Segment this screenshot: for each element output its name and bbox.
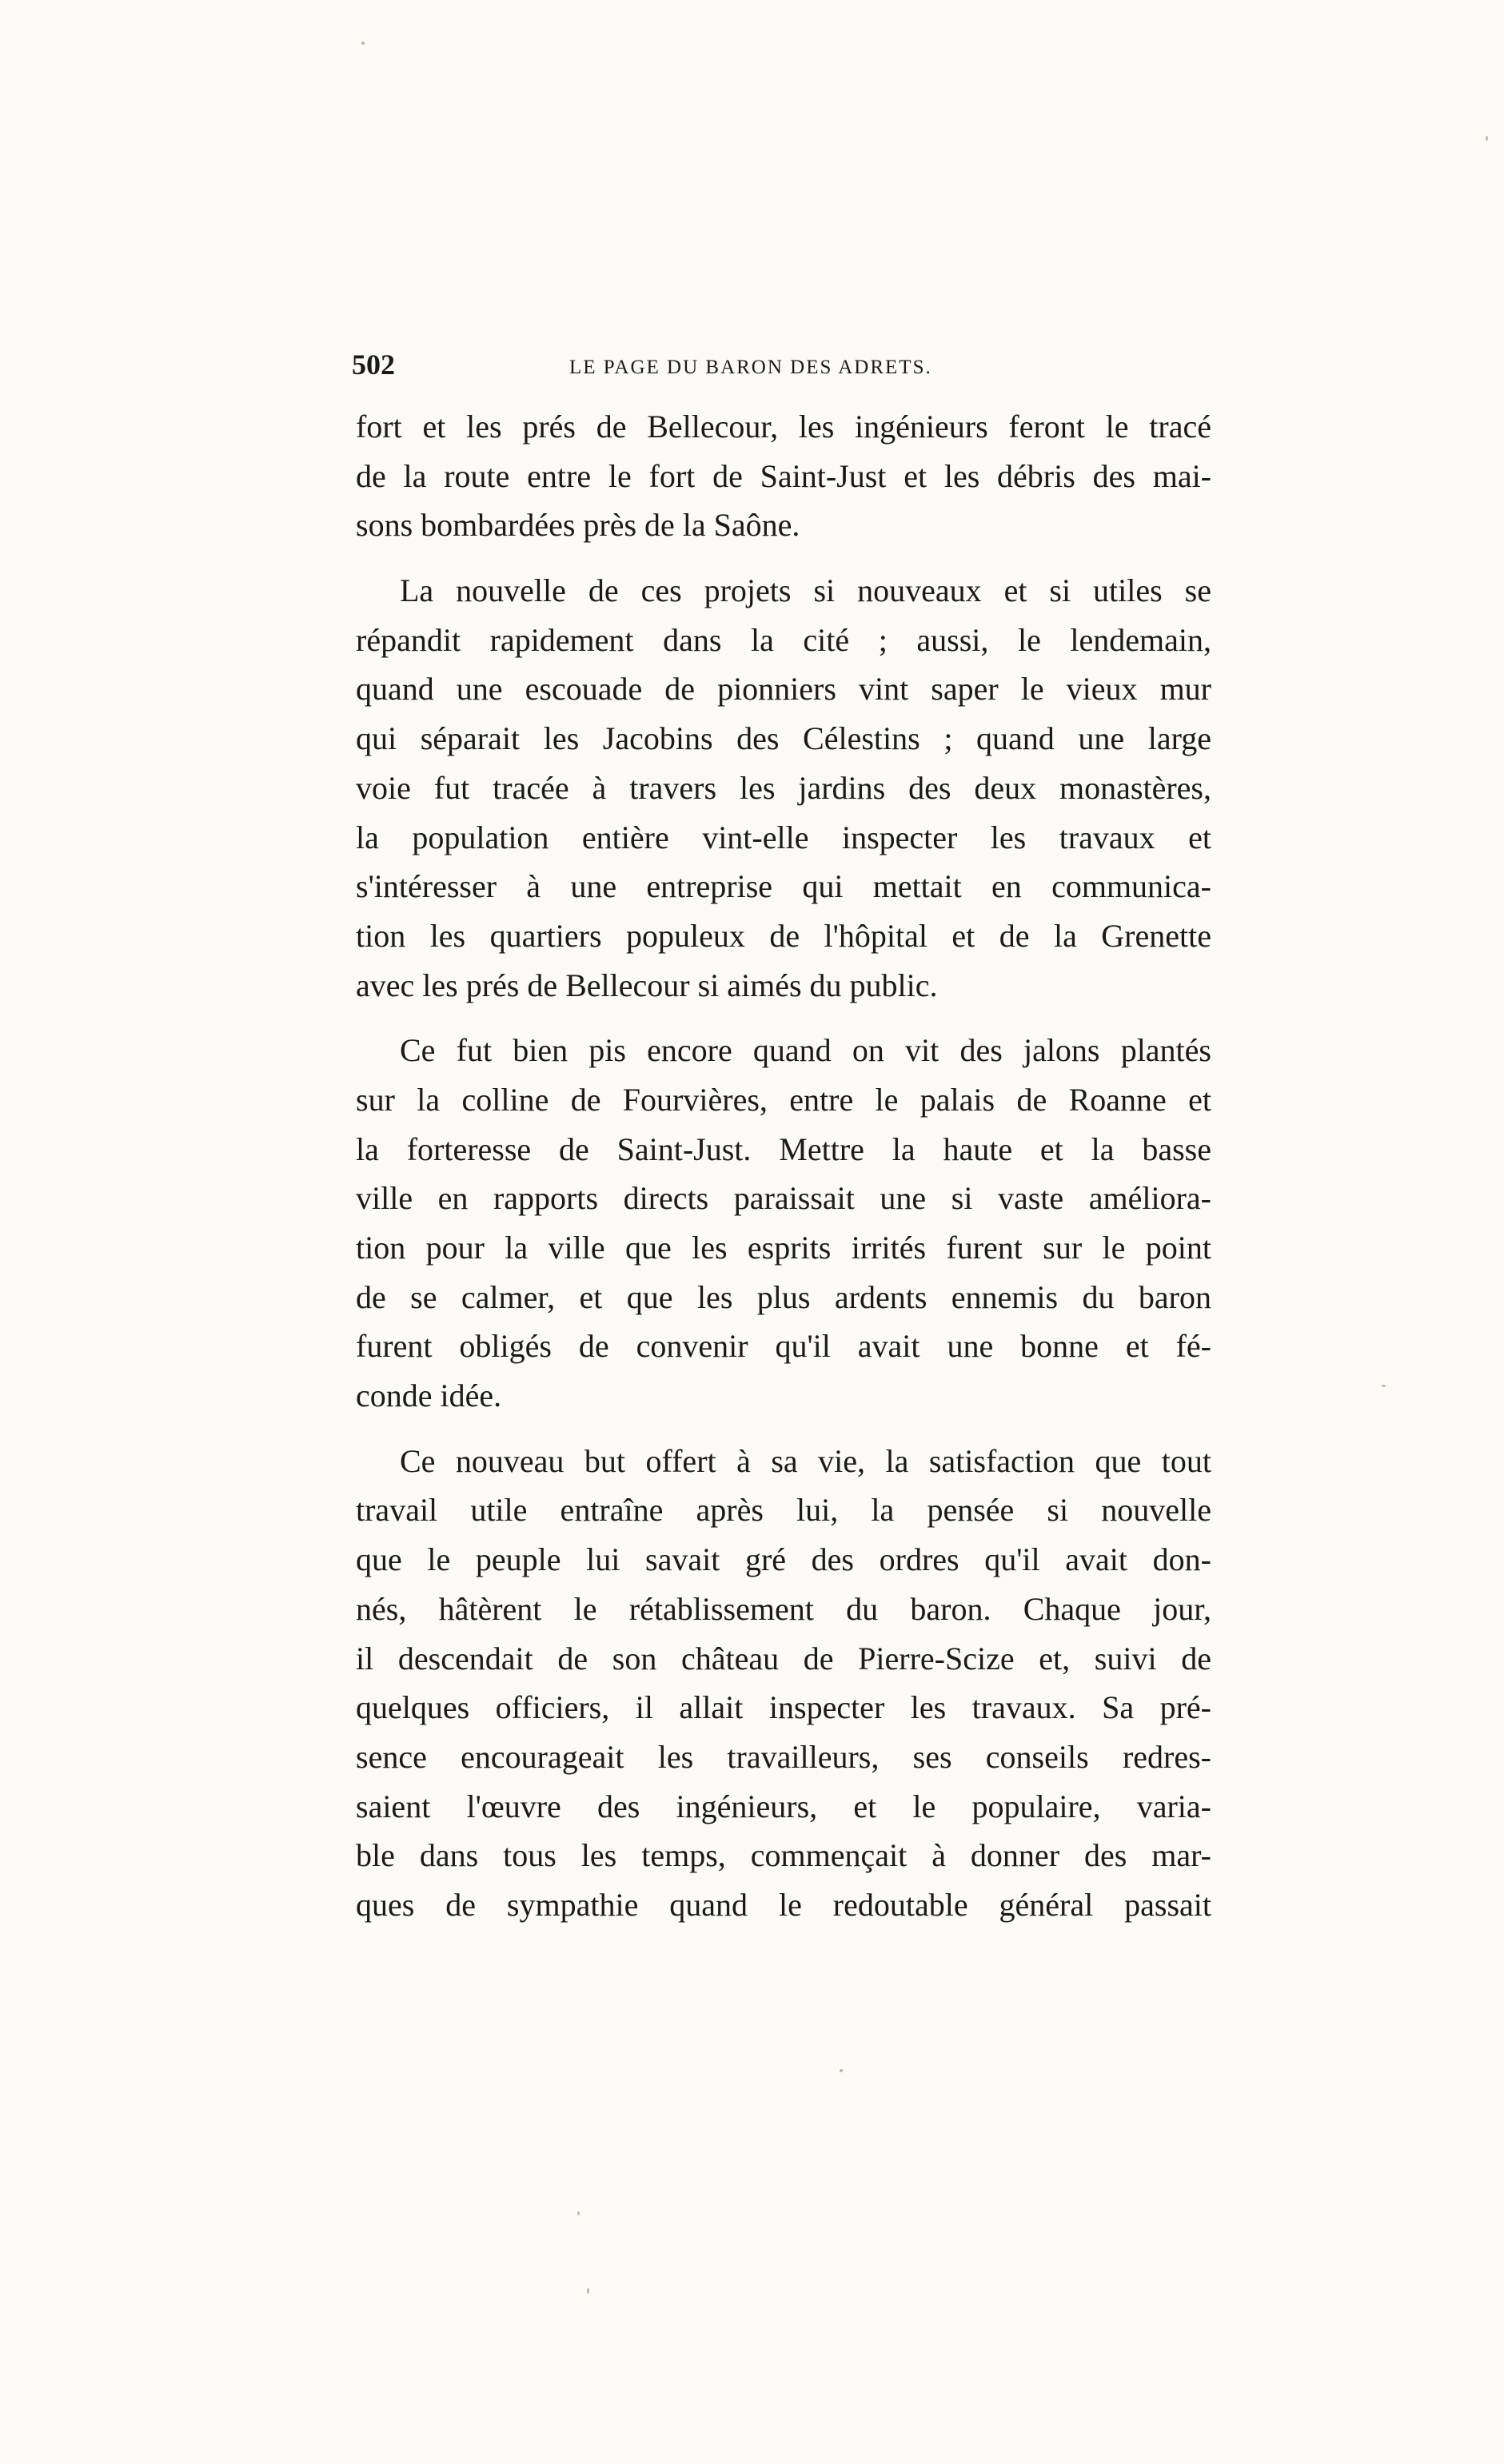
- text-line: de la route entre le fort de Saint-Just et les débris des mai-: [356, 457, 1211, 494]
- page-number: 502: [352, 349, 395, 381]
- text-line: il descendait de son château de Pierre-Scize et, suivi de: [356, 1640, 1211, 1677]
- text-line: Ce fut bien pis encore quand on vit des jalons plantés: [400, 1032, 1211, 1069]
- text-line: saient l'œuvre des ingénieurs, et le populaire, varia-: [356, 1788, 1211, 1824]
- text-line: fort et les prés de Bellecour, les ingénieurs feront le tracé: [356, 409, 1211, 445]
- paragraph-2: [356, 566, 1211, 1010]
- text-line: nés, hâtèrent le rétablissement du baron. Chaque jour,: [356, 1590, 1211, 1627]
- text-line: ques de sympathie quand le redoutable général passait: [356, 1886, 1211, 1923]
- paper-speck: [1382, 1385, 1386, 1387]
- text-line: quand une escouade de pionniers vint saper le vieux mur: [356, 671, 1211, 708]
- paper-speck: [587, 2288, 589, 2294]
- text-line: répandit rapidement dans la cité ; aussi, le lendemain,: [356, 621, 1211, 658]
- paragraph-1: [356, 402, 1211, 550]
- text-line: de se calmer, et que les plus ardents ennemis du baron: [356, 1278, 1211, 1315]
- text-line: la forteresse de Saint-Just. Mettre la haute et la basse: [356, 1130, 1211, 1167]
- text-line: que le peuple lui savait gré des ordres qu'il avait don-: [356, 1541, 1211, 1578]
- text-line: sons bombardées près de la Saône.: [356, 507, 800, 544]
- text-line: conde idée.: [356, 1378, 502, 1414]
- text-line: Ce nouveau but offert à sa vie, la satisfaction que tout: [400, 1442, 1211, 1479]
- text-line: qui séparait les Jacobins des Célestins ; quand une large: [356, 720, 1211, 757]
- running-title: LE PAGE DU BARON DES ADRETS.: [569, 357, 932, 378]
- paper-speck: [1486, 136, 1488, 141]
- page-header: [352, 342, 1215, 387]
- paragraph-4: [356, 1437, 1211, 1930]
- text-line: ble dans tous les temps, commençait à donner des mar-: [356, 1837, 1211, 1874]
- body-text: [356, 402, 1211, 1930]
- text-line: voie fut tracée à travers les jardins des deux monastères,: [356, 769, 1211, 806]
- text-line: la population entière vint-elle inspecter les travaux et: [356, 819, 1211, 855]
- text-line: tion les quartiers populeux de l'hôpital et de la Grenette: [356, 917, 1211, 954]
- paper-speck: [361, 42, 365, 45]
- text-line: tion pour la ville que les esprits irrités furent sur le point: [356, 1230, 1211, 1266]
- paper-speck: [840, 2069, 843, 2072]
- text-line: furent obligés de convenir qu'il avait une bonne et fé-: [356, 1328, 1211, 1365]
- paragraph-3: [356, 1026, 1211, 1421]
- text-line: quelques officiers, il allait inspecter les travaux. Sa pré-: [356, 1689, 1211, 1726]
- text-line: ville en rapports directs paraissait une si vaste améliora-: [356, 1180, 1211, 1217]
- text-line: travail utile entraîne après lui, la pensée si nouvelle: [356, 1492, 1211, 1529]
- text-line: sur la colline de Fourvières, entre le palais de Roanne et: [356, 1081, 1211, 1118]
- text-line: avec les prés de Bellecour si aimés du public.: [356, 967, 938, 1003]
- text-line: sence encourageait les travailleurs, ses conseils redres-: [356, 1738, 1211, 1775]
- paper-speck: [577, 2211, 580, 2215]
- text-line: La nouvelle de ces projets si nouveaux et si utiles se: [400, 572, 1211, 609]
- text-line: s'intéresser à une entreprise qui mettait en communica-: [356, 868, 1211, 905]
